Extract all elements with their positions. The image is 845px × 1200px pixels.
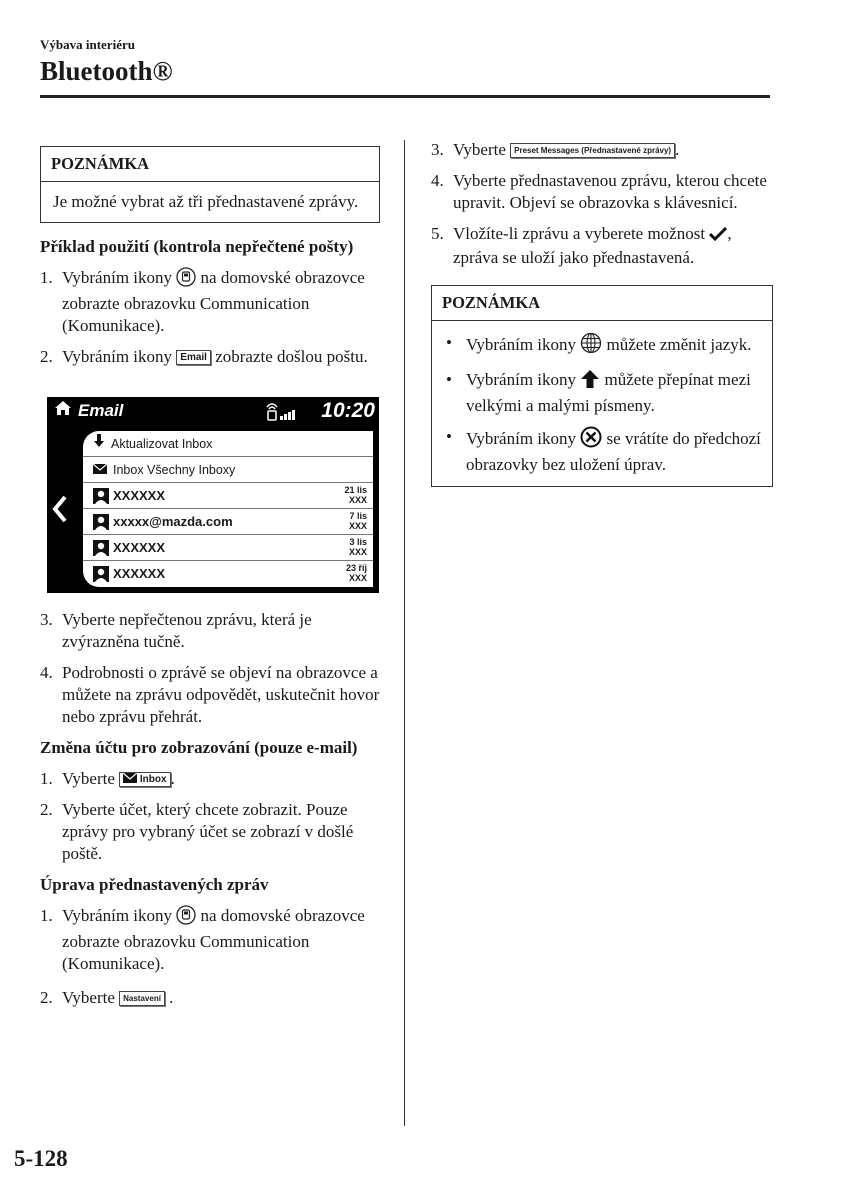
bullet-text: Vybráním ikony xyxy=(466,335,577,354)
bullet-text: Vybráním ikony xyxy=(466,429,577,448)
step-item xyxy=(40,609,380,653)
subheading-account: Změna účtu pro zobrazování (pouze e-mail) xyxy=(40,738,358,757)
page-title: Bluetooth® xyxy=(40,56,173,86)
message-sender: XXXXXX xyxy=(113,565,166,581)
step-item xyxy=(40,799,380,865)
email-screen xyxy=(47,397,379,593)
message-date: 23 říj XXX xyxy=(345,563,367,583)
message-sender: xxxxx@mazda.com xyxy=(113,513,233,529)
subheading-presets: Úprava přednastavených zpráv xyxy=(40,875,269,894)
download-arrow-icon xyxy=(93,433,105,455)
screen-header xyxy=(47,397,379,425)
email-button[interactable]: Email xyxy=(176,350,211,365)
note-heading: POZNÁMKA xyxy=(41,147,379,182)
globe-icon xyxy=(580,332,602,360)
step-number: 4. xyxy=(431,171,444,190)
step-text: zobrazte došlou poštu. xyxy=(215,347,368,366)
steps-example xyxy=(40,267,380,368)
step-item xyxy=(40,346,380,368)
checkmark-icon xyxy=(709,225,727,247)
contact-icon xyxy=(93,540,109,556)
message-row[interactable] xyxy=(83,509,373,535)
subheading-example: Příklad použití (kontrola nepřečtené pošty) xyxy=(40,237,354,256)
step-number: 2. xyxy=(40,988,53,1007)
step-text: na domovské obrazovce zobrazte obrazovku Communication (Komunikace). xyxy=(62,268,365,335)
step-number: 1. xyxy=(40,769,53,788)
bullet-text: se vrátíte do předchozí obrazovky bez uložení úprav. xyxy=(466,429,761,474)
email-list-panel xyxy=(83,431,373,587)
column-divider xyxy=(404,140,405,1126)
step-text: . xyxy=(170,769,175,788)
step-number: 2. xyxy=(40,800,53,819)
note-body xyxy=(432,321,772,486)
steps-account xyxy=(40,768,380,865)
step-item xyxy=(40,905,380,975)
step-text: Vyberte xyxy=(62,769,115,788)
step-text: , zpráva se uloží jako přednastavená. xyxy=(453,224,732,267)
step-text: . xyxy=(169,988,174,1007)
right-column xyxy=(431,139,773,487)
step-text: Vyberte xyxy=(62,988,115,1007)
note-bullet xyxy=(444,369,762,417)
step-number: 3. xyxy=(40,610,53,629)
message-row[interactable] xyxy=(83,483,373,509)
message-date: 21 lis XXX xyxy=(344,485,367,505)
steps-example-continued xyxy=(40,609,380,728)
screen-title: Email xyxy=(78,401,124,420)
step-item xyxy=(431,223,773,269)
note-box xyxy=(40,146,380,223)
note-bullet xyxy=(444,332,762,360)
note-bullet xyxy=(444,426,762,476)
left-column xyxy=(40,146,380,1018)
bullet-text: můžete změnit jazyk. xyxy=(606,335,752,354)
step-item xyxy=(40,662,380,728)
note-heading: POZNÁMKA xyxy=(432,286,772,321)
step-text: Vybráním ikony xyxy=(62,906,173,925)
step-number: 3. xyxy=(431,140,444,159)
bullet-text: můžete přepínat mezi velkými a malými písmeny. xyxy=(466,370,751,415)
step-text: . xyxy=(675,140,680,159)
row-label: Inbox Všechny Inboxy xyxy=(113,462,236,477)
step-text: Podrobnosti o zprávě se objeví na obrazovce a můžete na zprávu odpovědět, uskutečnit hovor nebo zprávu přehrát. xyxy=(62,663,380,726)
step-text: Vyberte xyxy=(453,140,506,159)
step-text: na domovské obrazovce zobrazte obrazovku Communication (Komunikace). xyxy=(62,906,365,973)
steps-presets-continued xyxy=(431,139,773,269)
step-number: 5. xyxy=(431,224,444,243)
step-item xyxy=(40,768,380,790)
contact-icon xyxy=(93,488,109,504)
section-label: Výbava interiéru xyxy=(40,37,135,52)
message-sender: XXXXXX xyxy=(113,539,166,555)
shift-up-arrow-icon xyxy=(580,369,600,395)
preset-messages-button[interactable]: Preset Messages (Přednastavené zprávy) xyxy=(510,143,675,158)
signal-icon xyxy=(265,401,299,427)
step-item xyxy=(40,987,380,1009)
step-text: Vyberte účet, který chcete zobrazit. Pouze zprávy pro vybraný účet se zobrazí v došlé poště. xyxy=(62,800,354,863)
message-row[interactable] xyxy=(83,561,373,586)
bullet-text: Vybráním ikony xyxy=(466,370,577,389)
step-text: Vyberte přednastavenou zprávu, kterou chcete upravit. Objeví se obrazovka s klávesnicí. xyxy=(453,171,767,212)
inbox-row[interactable] xyxy=(83,457,373,483)
step-number: 1. xyxy=(40,906,53,925)
message-row[interactable] xyxy=(83,535,373,561)
page-number: 5-128 xyxy=(14,1146,68,1171)
note-box xyxy=(431,285,773,487)
settings-button[interactable]: Nastavení xyxy=(119,991,165,1006)
title-rule xyxy=(40,95,770,98)
note-text: Je možné vybrat až tři přednastavené zprávy. xyxy=(53,192,359,211)
step-text: Vybráním ikony xyxy=(62,268,173,287)
contact-icon xyxy=(93,514,109,530)
row-label: Aktualizovat Inbox xyxy=(111,436,213,451)
home-icon[interactable] xyxy=(54,400,72,422)
step-number: 2. xyxy=(40,347,53,366)
button-label: Inbox xyxy=(139,774,167,785)
steps-presets xyxy=(40,905,380,1009)
message-date: 3 lis XXX xyxy=(348,537,367,557)
note-list xyxy=(444,332,762,476)
back-arrow-icon[interactable] xyxy=(50,494,72,530)
phone-icon xyxy=(176,905,196,931)
step-text: Vybráním ikony xyxy=(62,347,173,366)
phone-icon xyxy=(176,267,196,293)
step-text: Vyberte nepřečtenou zprávu, která je zvýrazněna tučně. xyxy=(62,610,312,651)
clock: 10:20 xyxy=(321,399,375,422)
step-item xyxy=(431,170,773,214)
close-circle-icon xyxy=(580,426,602,454)
message-sender: XXXXXX xyxy=(113,487,166,503)
contact-icon xyxy=(93,566,109,582)
step-text: Vložíte-li zprávu a vyberete možnost xyxy=(453,224,706,243)
step-item xyxy=(431,139,773,161)
envelope-icon xyxy=(93,459,107,481)
message-date: 7 lis XXX xyxy=(348,511,367,531)
step-item xyxy=(40,267,380,337)
refresh-inbox-row[interactable] xyxy=(83,431,373,457)
inbox-button[interactable] xyxy=(119,772,170,787)
step-number: 4. xyxy=(40,663,53,682)
step-number: 1. xyxy=(40,268,53,287)
